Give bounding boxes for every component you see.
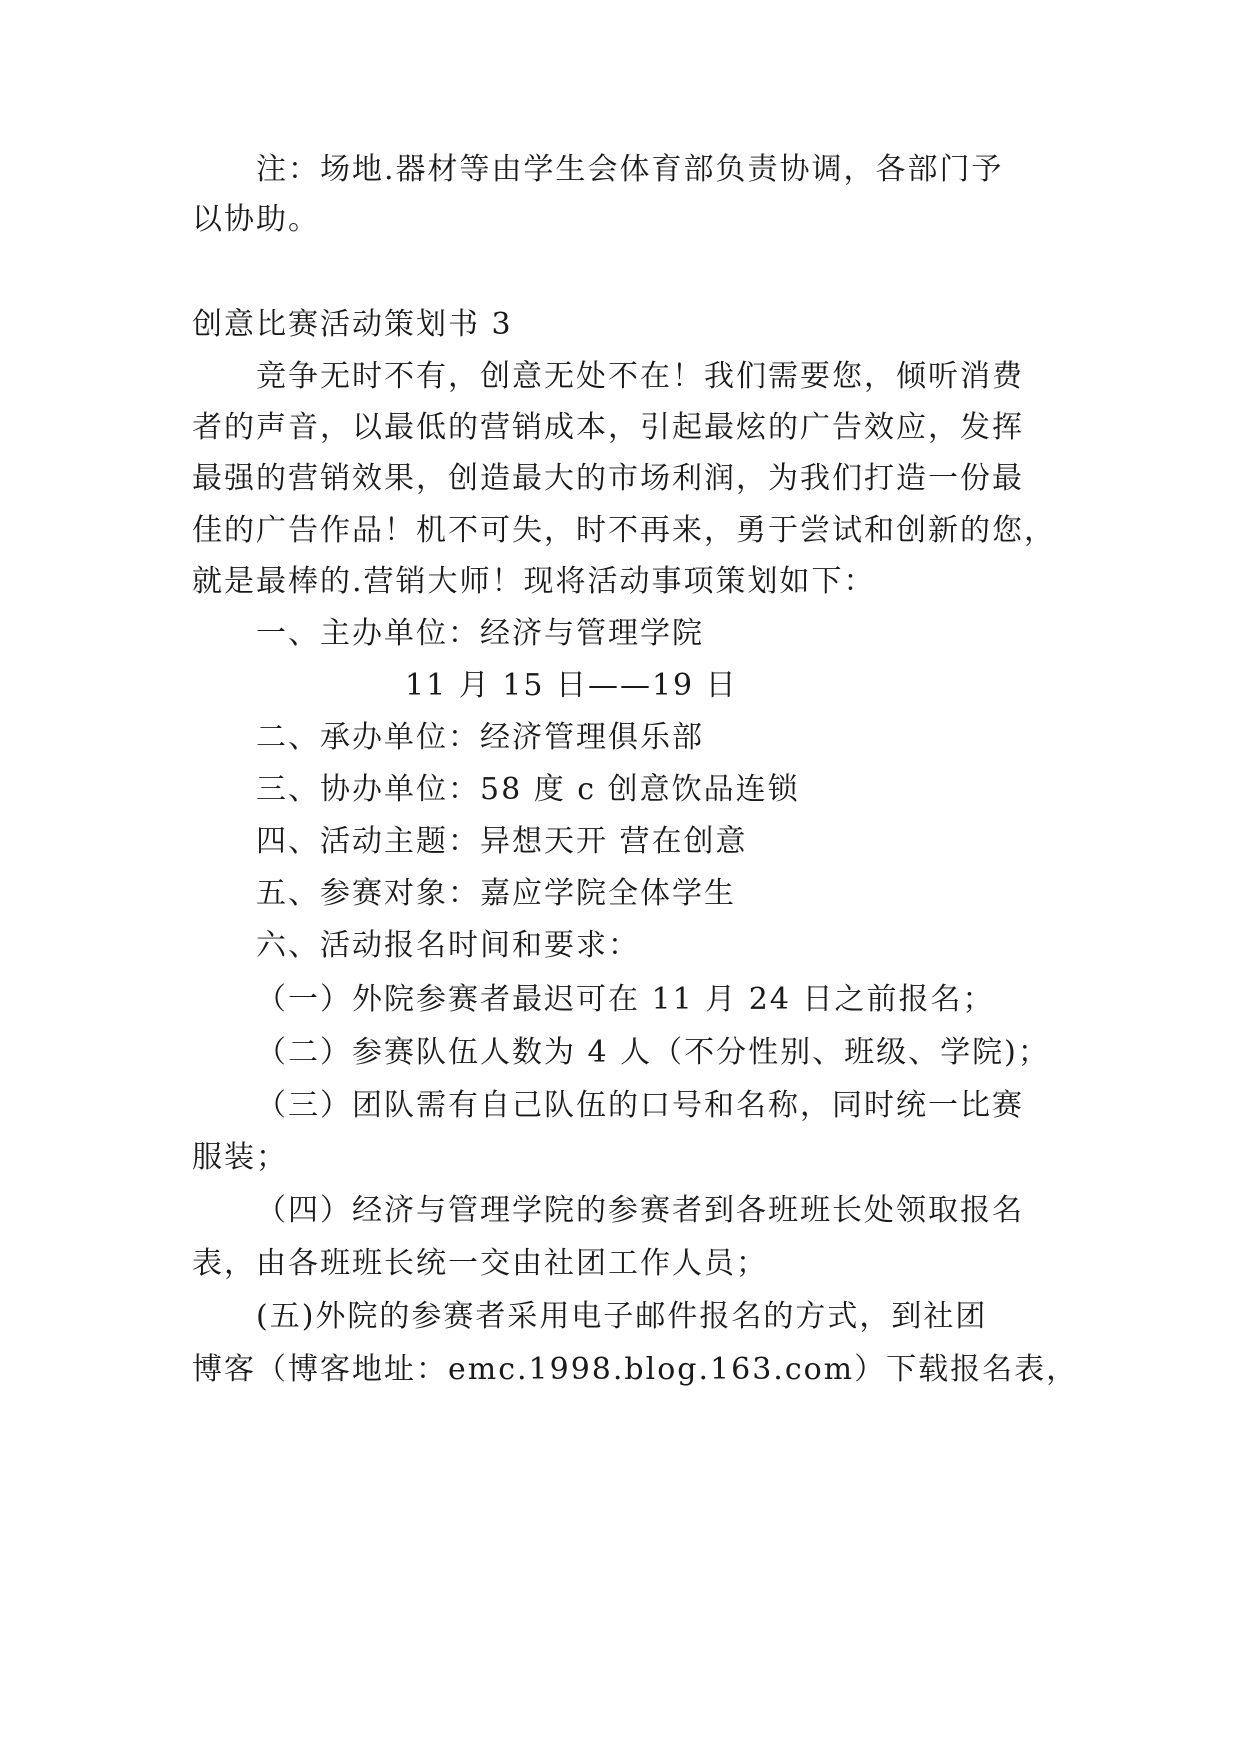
item-date: 11 月 15 日——19 日: [405, 668, 738, 703]
requirement-4-line-1: （四）经济与管理学院的参赛者到各班班长处领取报名: [256, 1193, 1024, 1228]
requirement-3-line-2: 服装；: [192, 1140, 288, 1175]
intro-line-2: 者的声音，以最低的营销成本，引起最炫的广告效应，发挥: [192, 410, 1024, 445]
requirement-2: （二）参赛队伍人数为 4 人（不分性别、班级、学院)；: [256, 1035, 1050, 1070]
requirement-3-line-1: （三）团队需有自己队伍的口号和名称，同时统一比赛: [256, 1088, 1024, 1123]
requirement-4-line-2: 表，由各班班长统一交由社团工作人员；: [192, 1246, 768, 1281]
item-undertaker: 二、承办单位：经济管理俱乐部: [256, 720, 704, 755]
intro-line-1: 竞争无时不有，创意无处不在！我们需要您，倾听消费: [256, 359, 1024, 394]
intro-line-3: 最强的营销效果，创造最大的市场利润，为我们打造一份最: [192, 461, 1024, 496]
item-organizer: 一、主办单位：经济与管理学院: [256, 616, 704, 651]
item-co-organizer: 三、协办单位：58 度 c 创意饮品连锁: [256, 772, 800, 807]
requirement-5-line-2: 博客（博客地址：emc.1998.blog.163.com）下载报名表，: [192, 1352, 1079, 1387]
intro-line-5: 就是最棒的.营销大师！现将活动事项策划如下：: [192, 564, 876, 599]
note-line-1: 注：场地.器材等由学生会体育部负责协调，各部门予: [256, 152, 1004, 187]
note-line-2: 以协助。: [192, 202, 320, 237]
item-theme: 四、活动主题：异想天开 营在创意: [256, 824, 748, 859]
item-participants: 五、参赛对象：嘉应学院全体学生: [256, 876, 736, 911]
item-registration-heading: 六、活动报名时间和要求：: [256, 928, 640, 963]
requirement-5-line-1: (五)外院的参赛者采用电子邮件报名的方式，到社团: [256, 1299, 988, 1334]
intro-line-4: 佳的广告作品！机不可失，时不再来，勇于尝试和创新的您，: [192, 513, 1056, 548]
section-title: 创意比赛活动策划书 3: [192, 307, 513, 342]
requirement-1: （一）外院参赛者最迟可在 11 月 24 日之前报名；: [256, 982, 995, 1017]
